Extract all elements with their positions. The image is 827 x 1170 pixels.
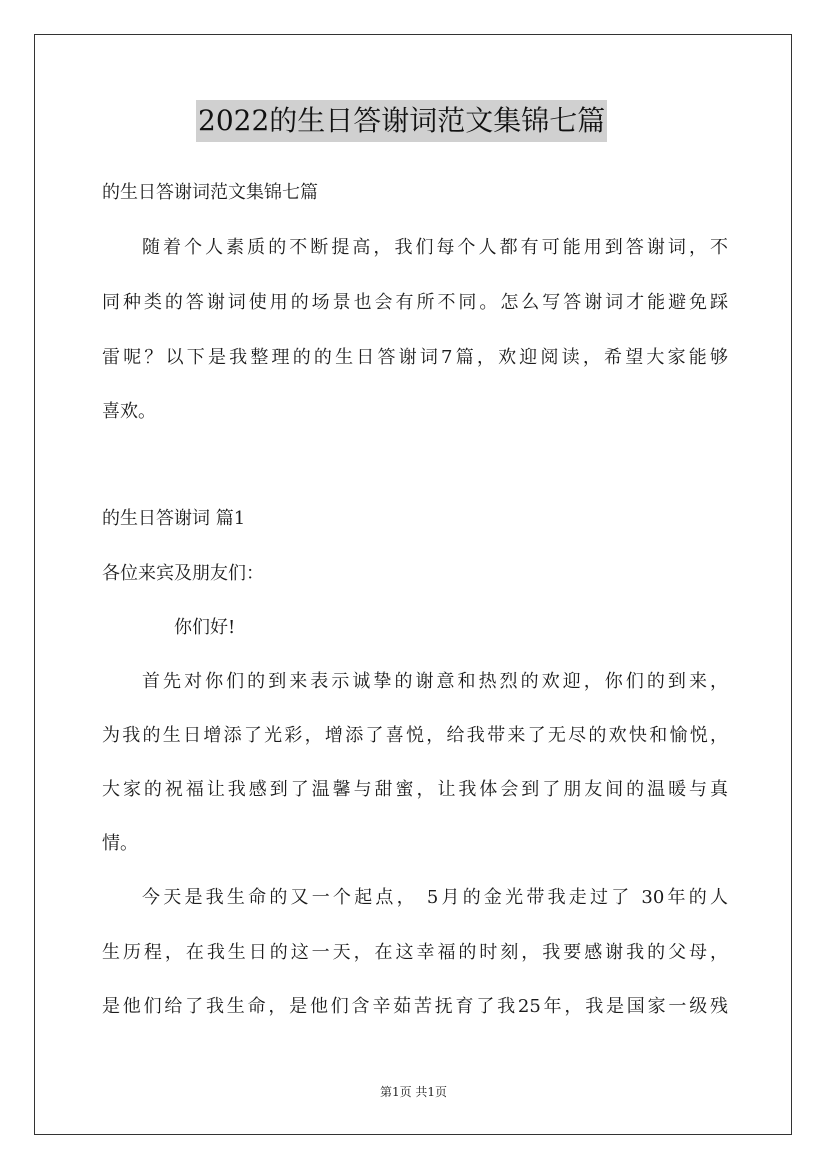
document-subtitle: 的生日答谢词范文集锦七篇: [102, 182, 318, 203]
paragraph1-line-3: 大家的祝福让我感到了温馨与甜蜜，让我体会到了朋友间的温暖与真: [102, 779, 728, 800]
page-footer: 第1页 共1页: [379, 1085, 448, 1099]
intro-line-1: 随着个人素质的不断提高，我们每个人都有可能用到答谢词，不: [142, 237, 728, 258]
intro-line-3: 雷呢？以下是我整理的的生日答谢词7篇，欢迎阅读，希望大家能够: [102, 347, 728, 368]
intro-line-2: 同种类的答谢词使用的场景也会有所不同。怎么写答谢词才能避免踩: [102, 292, 728, 313]
paragraph1-line-2: 为我的生日增添了光彩，增添了喜悦，给我带来了无尽的欢快和愉悦，: [102, 725, 728, 746]
paragraph1-line-1: 首先对你们的到来表示诚挚的谢意和热烈的欢迎，你们的到来，: [142, 671, 728, 692]
paragraph1-line-4: 情。: [102, 833, 138, 854]
intro-line-4: 喜欢。: [102, 401, 156, 422]
salutation: 各位来宾及朋友们：: [102, 563, 264, 584]
paragraph2-line-3: 是他们给了我生命，是他们含辛茹苦抚育了我25年，我是国家一级残: [102, 996, 728, 1017]
paragraph2-line-2: 生历程，在我生日的这一天，在这幸福的时刻，我要感谢我的父母，: [102, 942, 728, 963]
greeting: 你们好!: [174, 617, 236, 638]
document-title: 2022的生日答谢词范文集锦七篇: [196, 100, 607, 142]
section-heading: 的生日答谢词 篇1: [102, 508, 246, 529]
paragraph2-line-1: 今天是我生命的又一个起点， 5月的金光带我走过了 30年的人: [142, 887, 728, 908]
